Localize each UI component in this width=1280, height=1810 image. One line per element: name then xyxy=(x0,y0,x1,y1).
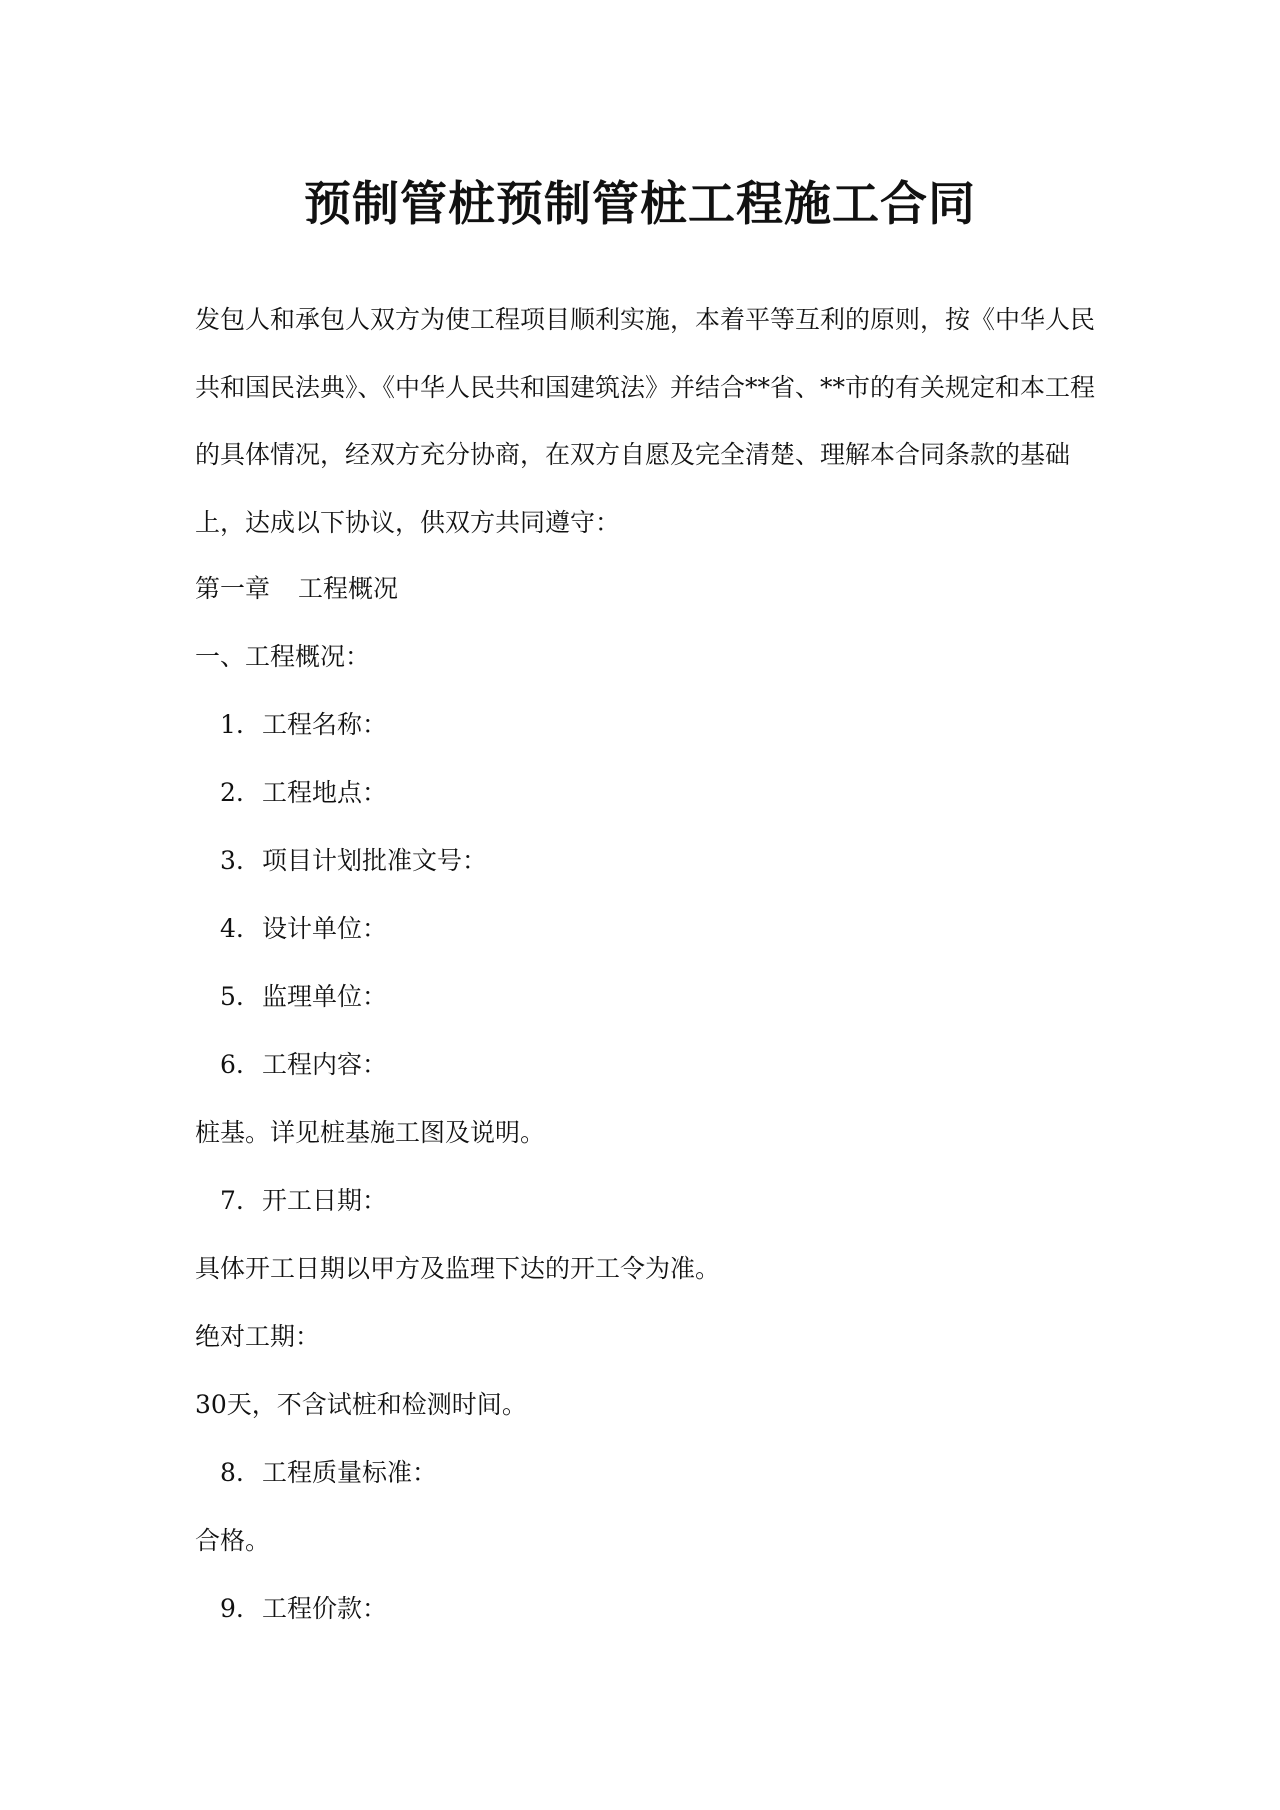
item-number: 2. xyxy=(220,778,244,807)
item-label: 设计单位： xyxy=(262,914,388,943)
item-label: 项目计划批准文号： xyxy=(262,846,488,875)
item-label: 工程价款： xyxy=(262,1594,388,1623)
item-number: 3. xyxy=(220,846,244,875)
item-number: 4. xyxy=(220,914,244,943)
item-project-price xyxy=(220,1589,387,1629)
item-number: 1. xyxy=(220,710,244,739)
item-project-name xyxy=(220,705,387,745)
item-design-unit xyxy=(220,909,387,949)
item-supervision-unit xyxy=(220,977,387,1017)
chapter-number: 第一章 xyxy=(195,574,271,603)
document-title: 预制管桩预制管桩工程施工合同 xyxy=(304,177,976,232)
item-label: 工程地点： xyxy=(262,778,388,807)
chapter-title: 工程概况 xyxy=(298,574,399,603)
quality-detail: 合格。 xyxy=(195,1526,271,1555)
item-start-date xyxy=(220,1181,387,1221)
absolute-period-detail: 30天，不含试桩和检测时间。 xyxy=(195,1390,527,1419)
absolute-period-label: 绝对工期： xyxy=(195,1322,321,1351)
item-number: 8. xyxy=(220,1458,244,1487)
section-heading: 一、工程概况： xyxy=(195,642,371,671)
item-label: 监理单位： xyxy=(262,982,388,1011)
start-date-detail: 具体开工日期以甲方及监理下达的开工令为准。 xyxy=(195,1254,721,1283)
item-label: 工程质量标准： xyxy=(262,1458,438,1487)
item-number: 9. xyxy=(220,1594,244,1623)
item-approval-number xyxy=(220,841,487,881)
item-number: 6. xyxy=(220,1050,244,1079)
intro-paragraph: 发包人和承包人双方为使工程项目顺利实施，本着平等互利的原则，按《中华人民共和国民法典》、《中华人民共和国建筑法》并结合**省、**市的有关规定和本工程的具体情况，经双方充分协商，在双方自愿及完全清楚、理解本合同条款的基础上，达成以下协议，供双方共同遵守： xyxy=(195,305,1096,537)
item-quality-standard xyxy=(220,1453,437,1493)
item-project-content xyxy=(220,1045,387,1085)
item-project-location xyxy=(220,773,387,813)
item-label: 工程名称： xyxy=(262,710,388,739)
item-number: 5. xyxy=(220,982,244,1011)
item-number: 7. xyxy=(220,1186,244,1215)
content-detail: 桩基。详见桩基施工图及说明。 xyxy=(195,1118,546,1147)
item-label: 开工日期： xyxy=(262,1186,388,1215)
item-label: 工程内容： xyxy=(262,1050,388,1079)
chapter-heading xyxy=(195,569,398,609)
